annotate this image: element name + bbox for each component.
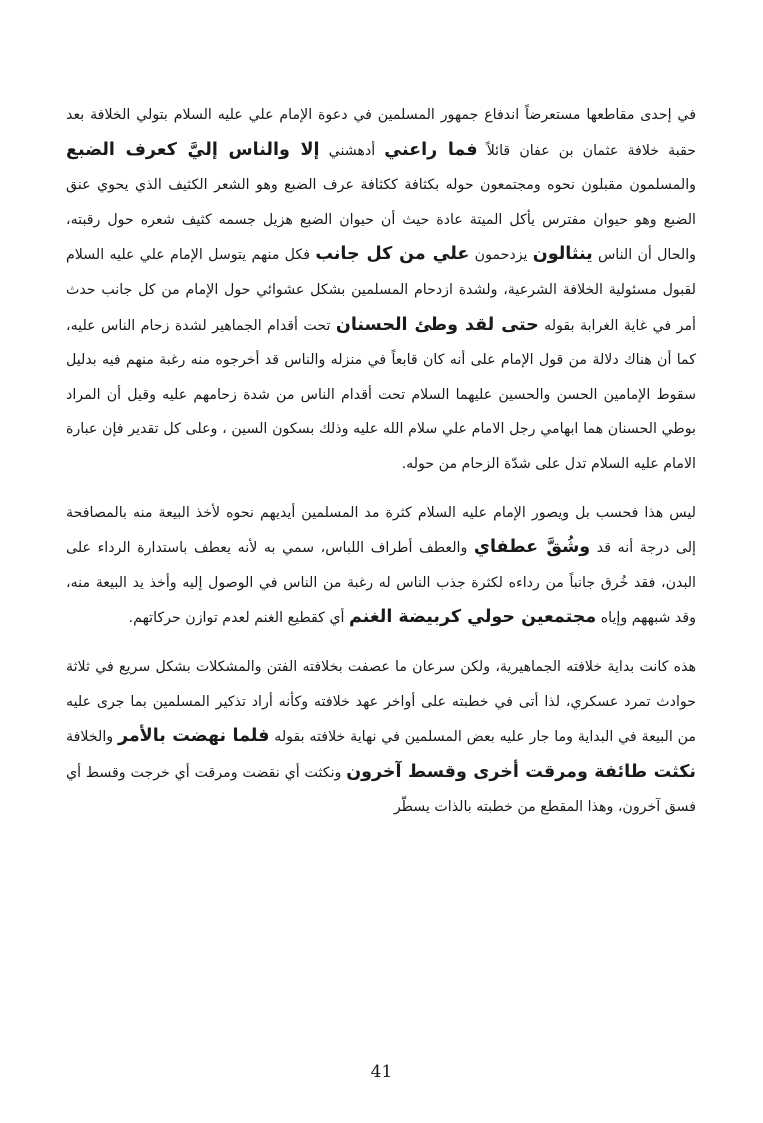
bold-quote: مجتمعين حولي كربيضة الغنم <box>349 607 597 628</box>
text-run: تحت أقدام الجماهير لشدة زحام الناس عليه، كما أن هناك دلالة من قول الإمام على أنه كان قابعاً في منزله والناس قد أخرجوه منه رغبة منهم فيه بدليل سقوط الإمامين الحسن والحسين عليهما السلام تحت أقدام الناس من شدة زحامهم عليه وقيل أن المراد بوطي الحسنان هما ابهامي رجل الامام علي سلام الله عليه وذلك بسكون السين ، وعلى كل تقدير فإن عبارة الامام عليه السلام تدل على شدّة الزحام من حوله. <box>66 317 696 472</box>
text-run: ونكثت أي نقضت ومرقت أي خرجت وقسط أي فسق آخرون، وهذا المقطع من خطبته بالذات يسطّر <box>66 764 696 816</box>
paragraph-3 <box>66 650 696 825</box>
text-run: يزدحمون <box>469 247 533 264</box>
paragraph-2 <box>66 496 696 636</box>
text-run: فكل منهم يتوسل الإمام علي عليه السلام لقبول مسئولية الخلافة الشرعية، ولشدة ازدحام المسلمين بشكل عشوائي حول الإمام من كل جانب حدث أمر في غاية الغرابة بقوله <box>66 247 696 334</box>
text-run: هذه كانت بداية خلافته الجماهيرية، ولكن سرعان ما عصفت بخلافته الفتن والمشكلات بشكل سريع في ثلاثة حوادث تمرد عسكري، لذا أتى في خطبته على أواخر عهد خلافته وكأنه أراد تذكير المسلمين بما جرى عليه من البيعة في البداية وما جار عليه بعض المسلمين في نهاية خلافته بقوله <box>66 658 696 746</box>
body-text <box>66 98 696 825</box>
bold-quote: حتى لقد وطئ الحسنان <box>335 314 539 335</box>
bold-quote: فما راعني <box>384 139 478 160</box>
paragraph-1 <box>66 98 696 482</box>
text-run: والمسلمون مقبلون نحوه ومجتمعون حوله بكثافة ككثافة عرف الضبع وهو الشعر الكثيف الذي يحوي عنق الضبع وهو حيوان مفترس يأكل الميتة عادة حيث أن حيوان الضبع هزيل جسمه كثيف شعره حول رقبته، والحال أن الناس <box>66 177 696 264</box>
bold-quote: وشُقَّ عطفاي <box>473 537 591 558</box>
bold-quote: علي من كل جانب <box>315 244 470 265</box>
bold-quote: إلا والناس إليَّ كعرف الضبع <box>66 139 320 160</box>
text-run: أدهشني <box>319 142 385 159</box>
page-number: 41 <box>370 1062 393 1082</box>
bold-quote: ينثالون <box>532 244 593 265</box>
text-run: والخلافة <box>66 729 118 746</box>
bold-quote: فلما نهضت بالأمر <box>117 726 270 747</box>
text-run: ليس هذا فحسب بل ويصور الإمام عليه السلام كثرة مد المسلمين أيديهم نحوه لأخذ البيعة منه بالمصافحة إلى درجة أنه قد <box>66 504 696 557</box>
bold-quote: نكثت طائفة ومرقت أخرى وقسط آخرون <box>346 761 696 782</box>
text-run: في إحدى مقاطعها مستعرضاً اندفاع جمهور المسلمين في دعوة الإمام علي عليه السلام بتولي الخلافة بعد حقبة خلافة عثمان بن عفان قائلاً <box>66 107 697 159</box>
text-run: أي كقطيع الغنم لعدم توازن حركاتهم. <box>128 610 349 627</box>
text-run: والعطف أطراف اللباس، سمي به لأنه يعطف باستدارة الرداء على البدن، فقد خُرق جانباً من رداءه لكثرة جذب الناس له رغبة من الناس في الوصول إليه وأخذ يد البيعة منه، وقد شبههم وإياه <box>66 540 696 627</box>
